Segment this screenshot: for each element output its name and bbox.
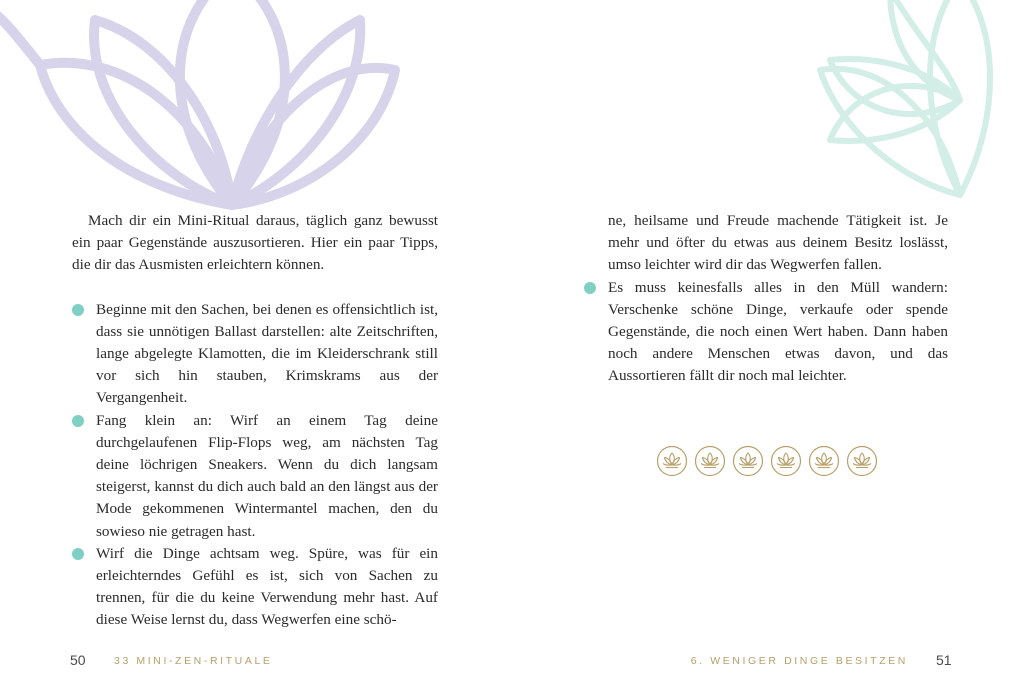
lotus-icon (846, 445, 878, 477)
continuation-paragraph: ne, heilsame und Freude machende Tätigkeit ist. Je mehr und öfter du etwas aus deinem Besitz loslässt, umso leichter wird dir das Wegwerfen fallen. (608, 212, 948, 274)
bullet-item: Wirf die Dinge achtsam weg. Spüre, was für ein erleichterndes Gefühl es ist, sich von Sachen zu trennen, für die du keine Verwendung mehr hast. Auf diese Weise lernst du, dass Wegwerfen eine schö- (72, 543, 438, 632)
bullet-item: Beginne mit den Sachen, bei denen es offensichtlich ist, dass sie unnötigen Ballast darstellen: alte Zeitschriften, lange abgelegte Klamotten, die im Kleiderschrank still vor sich hin stauben, Krimskrams aus der Vergangenheit. (72, 299, 438, 410)
left-page-body (72, 210, 438, 632)
right-bullet-list (584, 277, 948, 388)
intro-paragraph: Mach dir ein Mini-Ritual daraus, täglich ganz bewusst ein paar Gegenstände auszusortieren. Hier ein paar Tipps, die dir das Ausmisten erleichtern können. (72, 212, 438, 274)
right-page-body (584, 210, 948, 388)
lotus-icon (656, 445, 688, 477)
bullet-item: Fang klein an: Wirf an einem Tag deine durchgelaufenen Flip-Flops weg, am nächsten Tag deine löchrigen Sneakers. Wenn du dich langsam steigerst, kannst du dich auch bald an den längst aus der Mode gekommenen Wintermantel machen, den du sowieso nie getragen hast. (72, 410, 438, 543)
running-head-left: 33 MINI-ZEN-RITUALE (114, 655, 273, 667)
bullet-item: Es muss keinesfalls alles in den Müll wandern: Verschenke schöne Dinge, verkaufe oder spende Gegenstände, die noch einen Wert haben. Dann haben noch andere Menschen etwas davon, und das Aussortieren fällt dir noch mal leichter. (584, 277, 948, 388)
lotus-ornament-row (656, 445, 878, 477)
left-bullet-list (72, 299, 438, 632)
lotus-icon (694, 445, 726, 477)
lotus-icon (808, 445, 840, 477)
page-number-right: 51 (936, 652, 952, 668)
mandala-top-left-icon (0, 0, 420, 220)
lotus-icon (732, 445, 764, 477)
mandala-top-right-icon (810, 0, 1020, 210)
page-number-left: 50 (70, 652, 86, 668)
lotus-icon (770, 445, 802, 477)
running-head-right: 6. WENIGER DINGE BESITZEN (690, 655, 908, 667)
